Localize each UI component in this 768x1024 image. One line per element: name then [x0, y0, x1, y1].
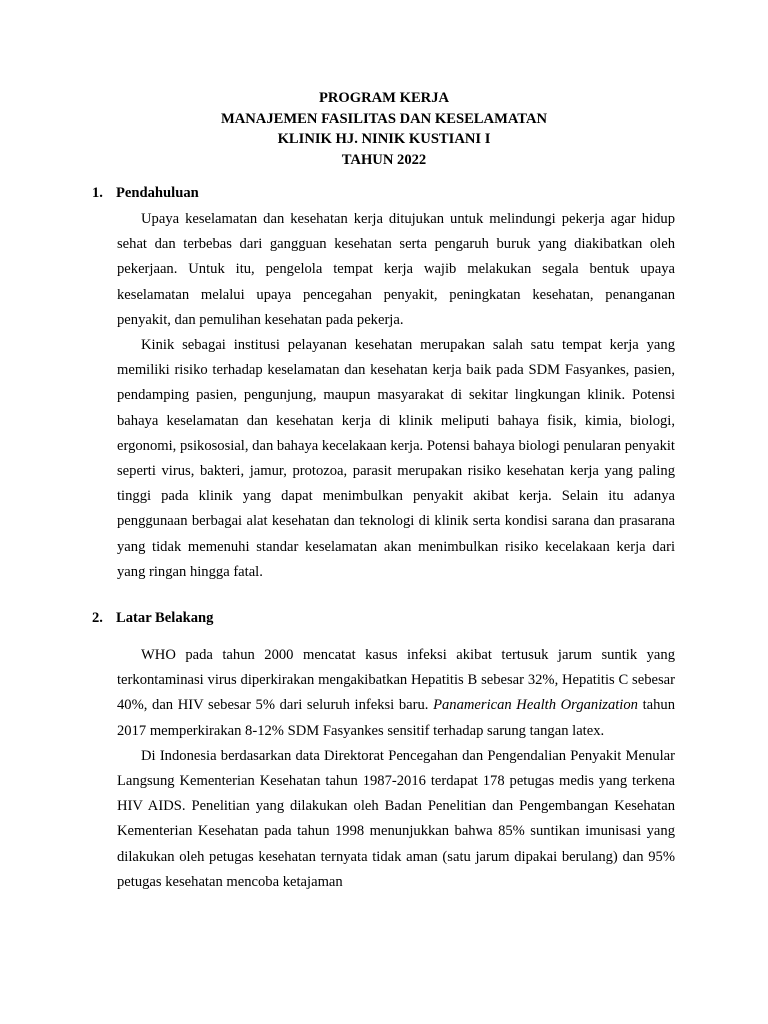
- section-number: 2.: [92, 610, 103, 626]
- section-heading-pendahuluan: [92, 183, 199, 203]
- section-number: 1.: [92, 185, 103, 201]
- title-line-program: PROGRAM KERJA: [318, 90, 450, 106]
- section-title: Pendahuluan: [116, 185, 199, 201]
- paragraph-text: WHO pada tahun 2000 mencatat kasus infeksi akibat tertusuk jarum suntik yang terkontaminasi virus diperkirakan mengakibatkan Hepatitis B sebesar 32%, Hepatitis C sebesar 40%, dan HIV sebesar 5% dari seluruh infeksi baru.: [117, 647, 675, 714]
- paragraph-text: tahun 2017 memperkirakan 8-12% SDM Fasyankes sensitif terhadap sarung tangan latex.: [117, 697, 675, 739]
- paragraph: Di Indonesia berdasarkan data Direktorat Pencegahan dan Pengendalian Penyakit Menular Langsung Kementerian Kesehatan tahun 1987-2016 terdapat 178 petugas medis yang terkena HIV AIDS. Penelitian yang dilakukan oleh Badan Penelitian dan Pengembangan Kesehatan Kementerian Kesehatan pada tahun 1998 menunjukkan bahwa 85% suntikan imunisasi yang dilakukan oleh petugas kesehatan ternyata tidak aman (satu jarum dipakai berulang) dan 95% petugas kesehatan mencoba ketajaman: [117, 747, 675, 890]
- paragraph: Upaya keselamatan dan kesehatan kerja ditujukan untuk melindungi pekerja agar hidup sehat dan terbebas dari gangguan kesehatan serta pengaruh buruk yang diakibatkan oleh pekerjaan. Untuk itu, pengelola tempat kerja wajib melakukan segala bentuk upaya keselamatan melalui upaya pencegahan penyakit, peningkatan kesehatan, penanganan penyakit, dan pemulihan kesehatan pada pekerja.: [117, 211, 675, 328]
- section-body-pendahuluan: [117, 207, 675, 585]
- title-line-clinic: KLINIK HJ. NINIK KUSTIANI I: [277, 131, 491, 147]
- title-line-management: MANAJEMEN FASILITAS DAN KESELAMATAN: [220, 110, 548, 127]
- organization-name: Panamerican Health Organization: [433, 697, 638, 714]
- document-title: [0, 88, 768, 170]
- paragraph: [117, 643, 675, 744]
- paragraph: Kinik sebagai institusi pelayanan kesehatan merupakan salah satu tempat kerja yang memiliki risiko terhadap keselamatan dan kesehatan kerja baik pada SDM Fasyankes, pasien, pendamping pasien, pengunjung, maupun masyarakat di sekitar lingkungan klinik. Potensi bahaya keselamatan dan kesehatan kerja di klinik meliputi bahaya fisik, kimia, biologi, ergonomi, psikososial, dan bahaya kecelakaan kerja. Potensi bahaya biologi penularan penyakit seperti virus, bakteri, jamur, protozoa, parasit merupakan risiko kesehatan kerja yang paling tinggi pada klinik yang dapat menimbulkan penyakit akibat kerja. Selain itu adanya penggunaan berbagai alat kesehatan dan teknologi di klinik serta kondisi sarana dan prasarana yang tidak memenuhi standar keselamatan akan menimbulkan risiko kecelakaan kerja dari yang ringan hingga fatal.: [117, 337, 675, 580]
- title-line-year: TAHUN 2022: [341, 151, 427, 168]
- section-title: Latar Belakang: [116, 610, 214, 626]
- section-body-latar-belakang: [117, 643, 675, 895]
- section-heading-latar-belakang: [92, 608, 213, 628]
